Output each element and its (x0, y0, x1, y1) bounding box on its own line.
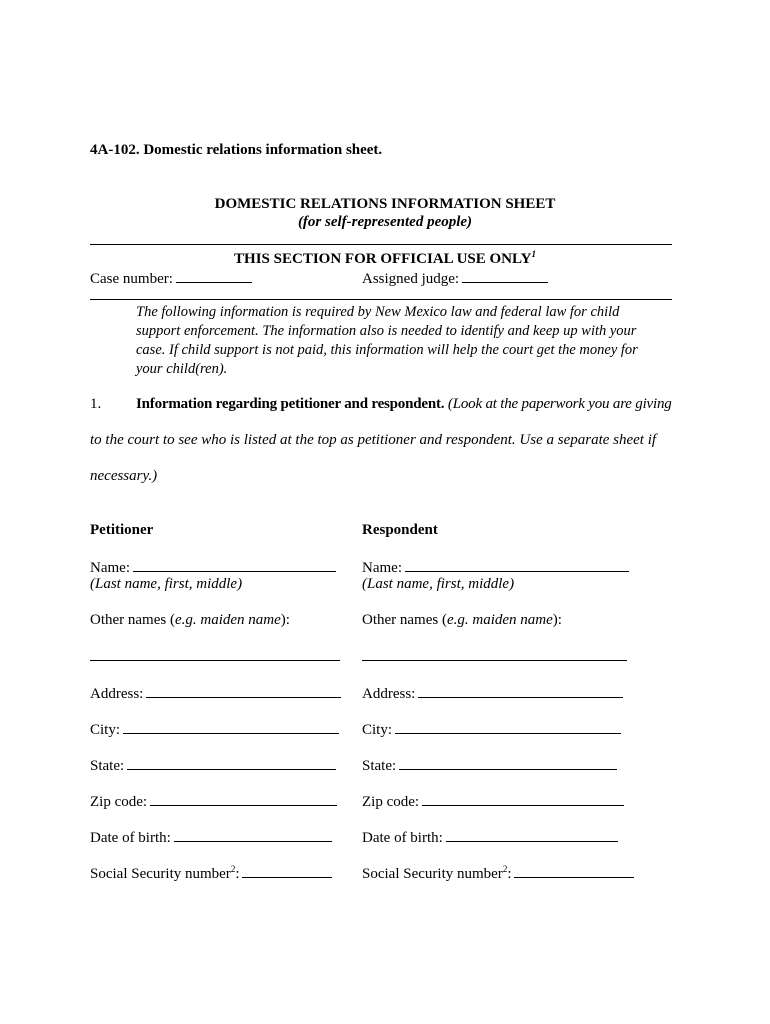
respondent-dob-row (362, 827, 618, 847)
respondent-other-names-field[interactable] (362, 660, 627, 661)
form-title: DOMESTIC RELATIONS INFORMATION SHEET (214, 196, 556, 212)
petitioner-heading: Petitioner (90, 522, 154, 538)
petitioner-ssn-row (90, 863, 332, 883)
divider-bottom (90, 299, 672, 300)
respondent-city-label: City: (362, 722, 393, 738)
respondent-city-field[interactable] (395, 719, 621, 734)
form-subtitle: (for self-represented people) (297, 214, 473, 230)
petitioner-ssn-label: Social Security number (90, 866, 231, 882)
respondent-footnote-2-mark: 2 (502, 864, 508, 874)
petitioner-name-row (90, 557, 336, 577)
petitioner-name-hint: (Last name, first, middle) (90, 576, 243, 592)
section-heading: 4A-102. Domestic relations information sheet. (90, 142, 383, 158)
petitioner-name-label: Name: (90, 560, 130, 576)
respondent-ssn-label: Social Security number (362, 866, 503, 882)
respondent-state-label: State: (362, 758, 397, 774)
respondent-name-label: Name: (362, 560, 402, 576)
item1-instruction-line1: (Look at the paperwork you are giving (447, 396, 672, 412)
petitioner-ssn-colon: : (235, 866, 240, 882)
item1-instruction-line3: necessary.) (90, 468, 158, 484)
divider-top (90, 244, 672, 245)
petitioner-dob-label: Date of birth: (90, 830, 171, 846)
petitioner-address-field[interactable] (146, 683, 341, 698)
assigned-judge-field[interactable] (462, 268, 548, 283)
petitioner-zip-label: Zip code: (90, 794, 148, 810)
respondent-zip-label: Zip code: (362, 794, 420, 810)
petitioner-state-field[interactable] (127, 755, 336, 770)
item1-instruction-line2: to the court to see who is listed at the top as petitioner and respondent. Use a separate sheet if (90, 432, 657, 448)
assigned-judge-row (362, 268, 548, 288)
petitioner-address-label: Address: (90, 686, 144, 702)
intro-paragraph: The following information is required by New Mexico law and federal law for child support enforcement. The information also is needed to identify and keep up with your case. If child support is not paid, this information will help the court get the money for your child(ren). (136, 304, 638, 377)
case-number-row (90, 268, 252, 288)
official-use-heading (0, 250, 770, 268)
respondent-address-label: Address: (362, 686, 416, 702)
petitioner-name-field[interactable] (133, 557, 336, 572)
petitioner-city-field[interactable] (123, 719, 339, 734)
respondent-dob-label: Date of birth: (362, 830, 443, 846)
petitioner-dob-field[interactable] (174, 827, 332, 842)
respondent-state-field[interactable] (399, 755, 617, 770)
petitioner-other-names-row (90, 611, 290, 629)
case-number-label: Case number: (90, 271, 173, 287)
respondent-heading: Respondent (362, 522, 438, 538)
case-number-field[interactable] (176, 268, 252, 283)
petitioner-other-names-suffix: ): (280, 612, 290, 628)
petitioner-ssn-field[interactable] (242, 863, 332, 878)
respondent-other-names-row (362, 611, 562, 629)
respondent-other-names-example: e.g. maiden name (446, 612, 553, 628)
footnote-2-mark: 2 (230, 864, 236, 874)
footnote-1-mark: 1 (531, 249, 536, 259)
petitioner-other-names-field[interactable] (90, 660, 340, 661)
item1-line1 (136, 395, 681, 413)
respondent-address-row (362, 683, 623, 703)
respondent-name-field[interactable] (405, 557, 629, 572)
item1-heading: Information regarding petitioner and respondent. (136, 396, 445, 412)
respondent-address-field[interactable] (418, 683, 623, 698)
petitioner-zip-field[interactable] (150, 791, 337, 806)
respondent-name-hint: (Last name, first, middle) (362, 576, 515, 592)
respondent-name-row (362, 557, 629, 577)
petitioner-address-row (90, 683, 341, 703)
item1-number: 1. (90, 396, 102, 412)
petitioner-state-row (90, 755, 336, 775)
petitioner-other-names-example: e.g. maiden name (174, 612, 281, 628)
respondent-city-row (362, 719, 621, 739)
petitioner-city-label: City: (90, 722, 121, 738)
petitioner-other-names-label: Other names ( (90, 612, 175, 628)
assigned-judge-label: Assigned judge: (362, 271, 460, 287)
petitioner-dob-row (90, 827, 332, 847)
respondent-dob-field[interactable] (446, 827, 618, 842)
petitioner-state-label: State: (90, 758, 125, 774)
petitioner-zip-row (90, 791, 337, 811)
respondent-state-row (362, 755, 617, 775)
respondent-zip-field[interactable] (422, 791, 624, 806)
respondent-ssn-colon: : (507, 866, 512, 882)
respondent-other-names-suffix: ): (552, 612, 562, 628)
respondent-other-names-label: Other names ( (362, 612, 447, 628)
petitioner-city-row (90, 719, 339, 739)
respondent-zip-row (362, 791, 624, 811)
respondent-ssn-field[interactable] (514, 863, 634, 878)
respondent-ssn-row (362, 863, 634, 883)
official-use-heading-text: THIS SECTION FOR OFFICIAL USE ONLY (234, 251, 532, 267)
